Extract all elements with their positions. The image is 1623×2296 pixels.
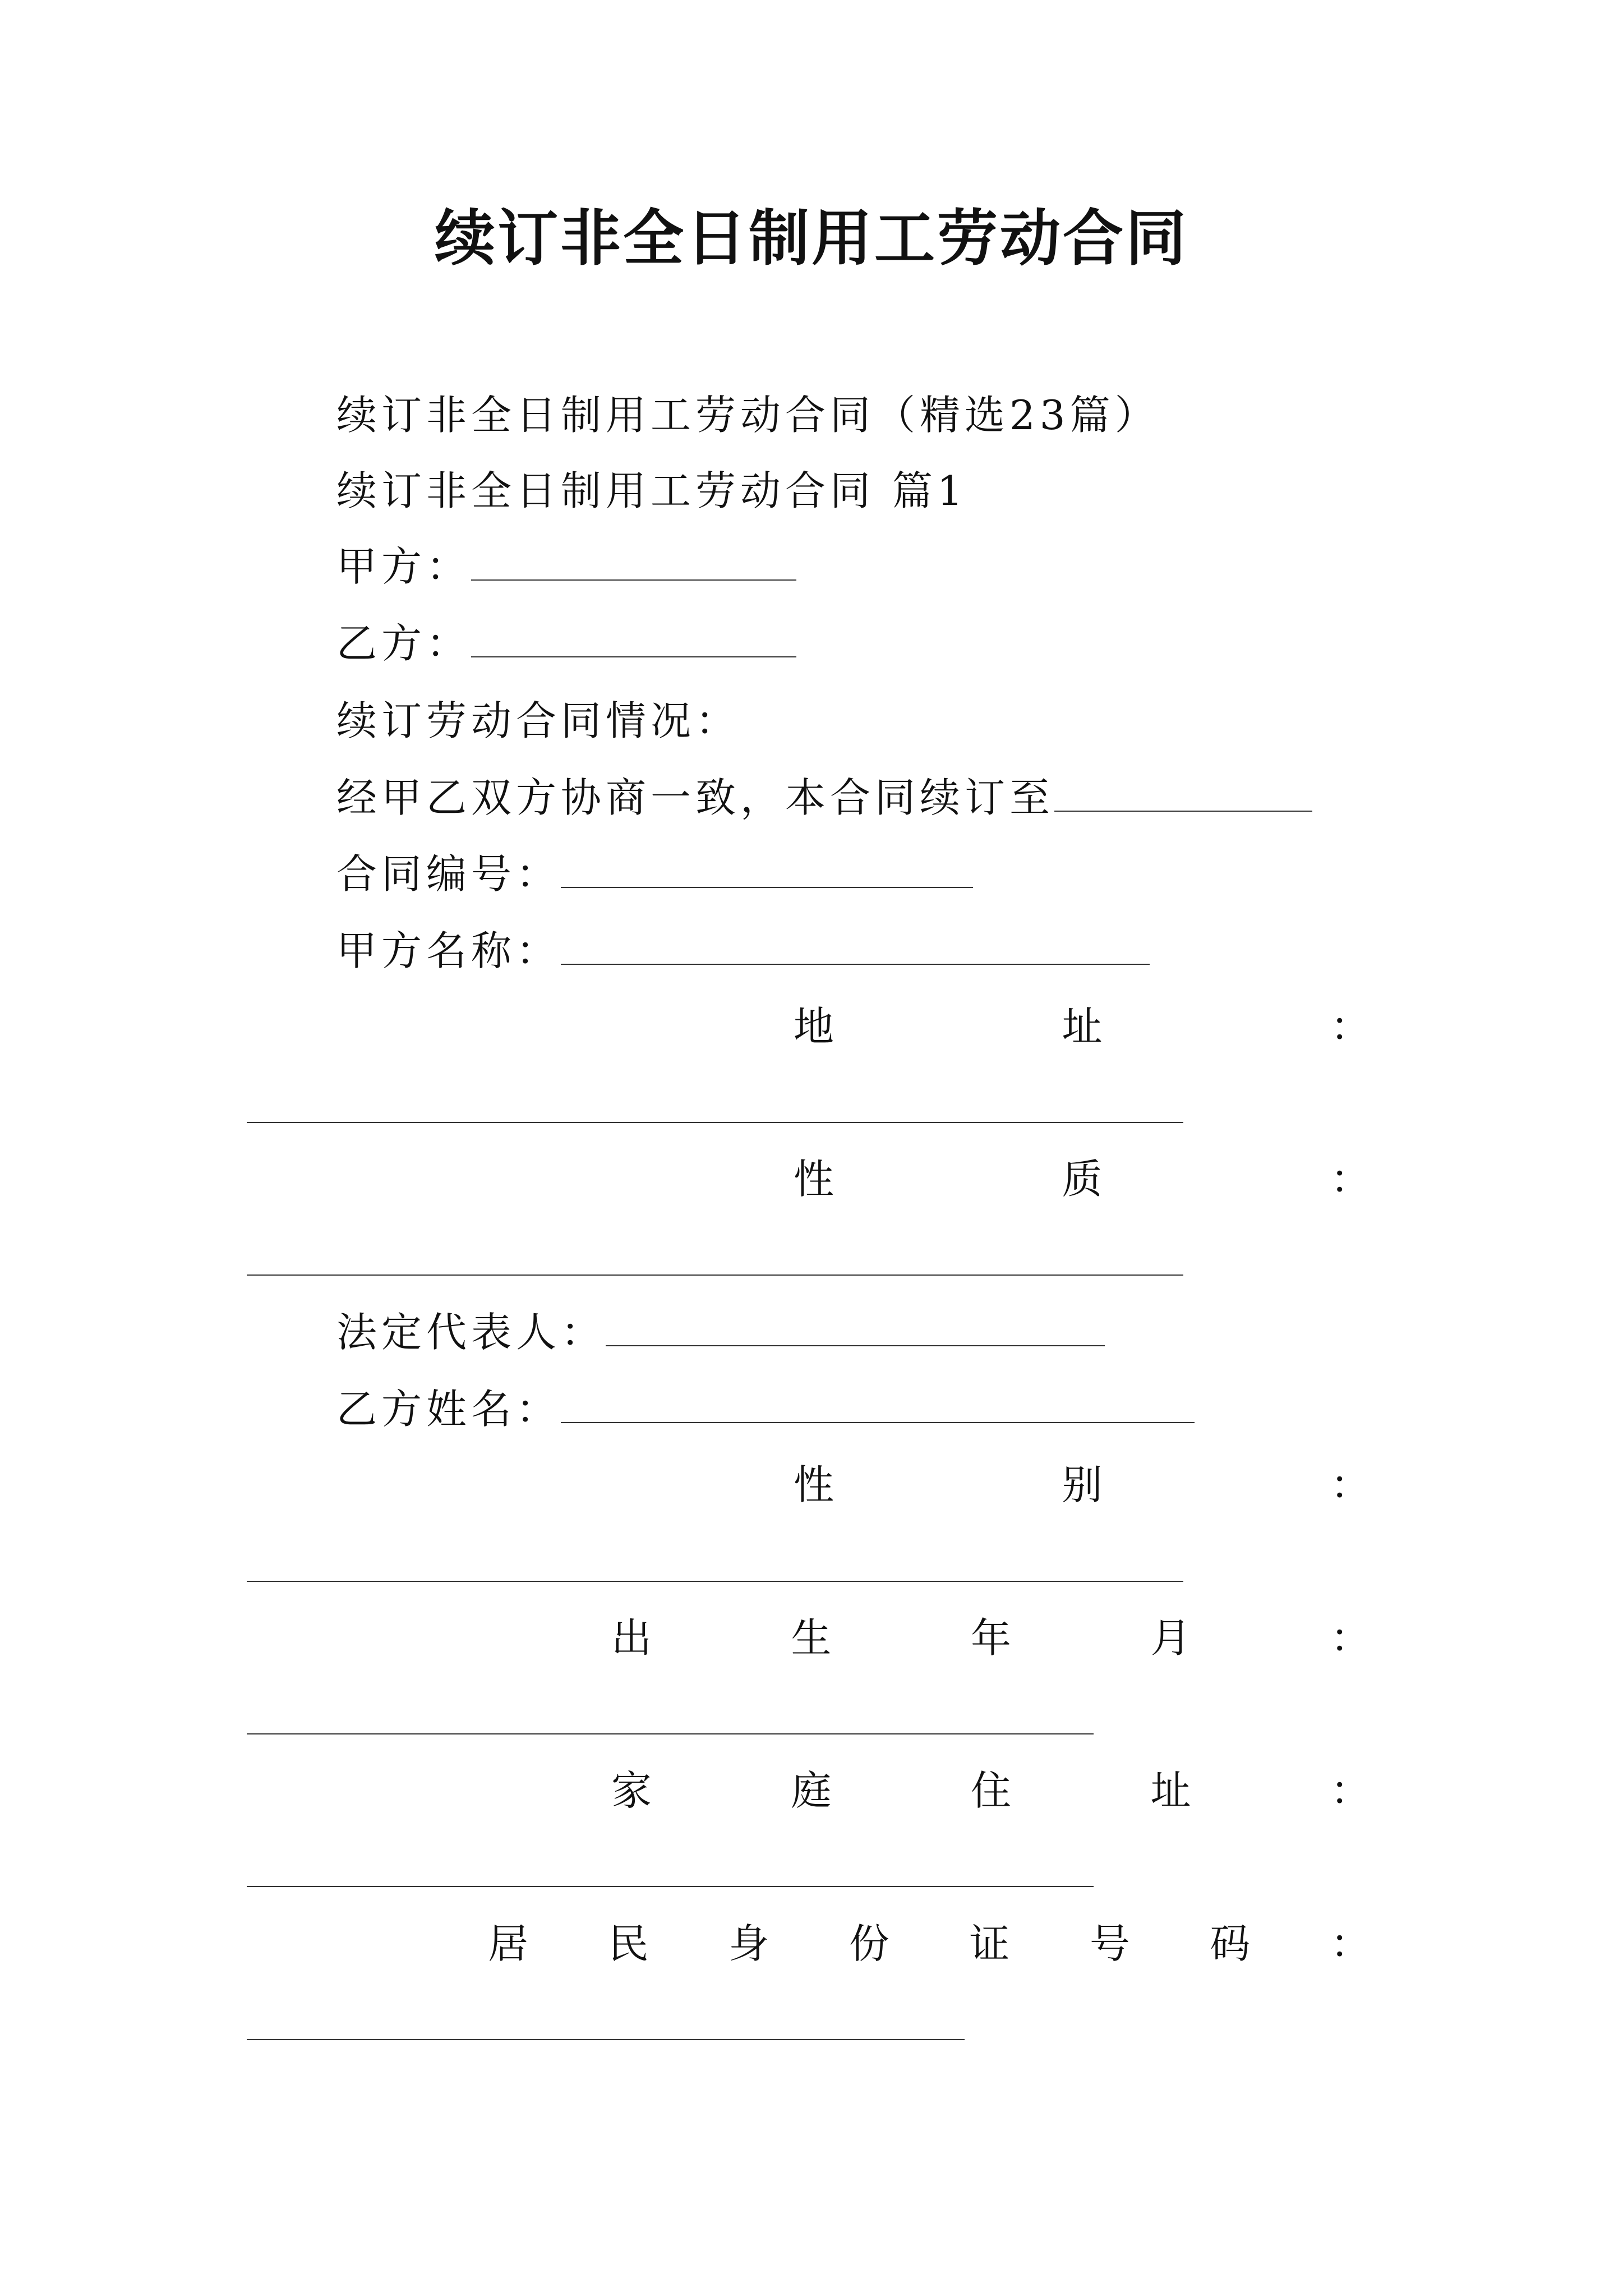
party-a-name-line: [336, 923, 1150, 979]
party-b-name-label: 乙方姓名：: [336, 1386, 561, 1433]
party-b-name-line: [336, 1381, 1195, 1437]
id-number-char: 身: [728, 1920, 769, 1967]
party-a-blank: [471, 546, 796, 581]
id-number-colon: ：: [1330, 1920, 1371, 1967]
party-b-blank: [471, 623, 796, 657]
id-number-char: 号: [1089, 1920, 1130, 1967]
address-colon: ：: [1330, 1003, 1371, 1050]
birth-char: 出: [611, 1614, 652, 1662]
legal-rep-line: [336, 1304, 1105, 1360]
address-char: 址: [1062, 1003, 1103, 1050]
nature-colon: ：: [1330, 1156, 1371, 1203]
party-b-line: [336, 615, 796, 671]
contract-no-line: [336, 846, 973, 902]
document-subtitle: 续订非全日制用工劳动合同（精选23篇）: [336, 392, 1160, 439]
party-a-name-blank: [561, 930, 1150, 965]
address-label: [794, 999, 1371, 1055]
document-title: 续订非全日制用工劳动合同: [434, 203, 1188, 274]
home-address-blank: [247, 1886, 1094, 1887]
party-b-label: 乙方：: [336, 620, 472, 667]
party-a-label: 甲方：: [336, 543, 472, 590]
party-a-line: [336, 539, 796, 595]
party-b-name-blank: [561, 1388, 1195, 1423]
address-blank: [247, 1122, 1183, 1123]
birth-label: [611, 1610, 1371, 1666]
id-number-blank: [247, 2039, 965, 2040]
gender-char: 别: [1062, 1461, 1103, 1508]
nature-label: [794, 1151, 1371, 1207]
home-address-char: 住: [970, 1767, 1011, 1814]
birth-colon: ：: [1330, 1614, 1371, 1662]
gender-blank: [247, 1581, 1183, 1582]
birth-char: 年: [970, 1614, 1011, 1662]
renewal-heading: 续订劳动合同情况：: [336, 697, 741, 744]
nature-char: 质: [1062, 1156, 1103, 1203]
home-address-colon: ：: [1330, 1767, 1371, 1814]
section-heading: 续订非全日制用工劳动合同 篇1: [336, 467, 967, 514]
id-number-char: 民: [608, 1920, 649, 1967]
home-address-char: 庭: [791, 1767, 832, 1814]
gender-label: [794, 1457, 1371, 1513]
id-number-char: 证: [969, 1920, 1010, 1967]
renewal-line: [336, 770, 1312, 826]
nature-char: 性: [794, 1156, 834, 1203]
home-address-char: 家: [611, 1767, 652, 1814]
contract-no-blank: [561, 853, 973, 888]
birth-blank: [247, 1733, 1094, 1734]
party-a-name-label: 甲方名称：: [336, 927, 561, 974]
id-number-char: 居: [488, 1920, 529, 1967]
address-char: 地: [794, 1003, 834, 1050]
legal-rep-label: 法定代表人：: [336, 1309, 606, 1356]
contract-no-label: 合同编号：: [336, 850, 561, 898]
birth-char: 生: [791, 1614, 832, 1662]
home-address-char: 址: [1150, 1767, 1191, 1814]
birth-char: 月: [1150, 1614, 1191, 1662]
renewal-date-blank: [1054, 777, 1312, 812]
gender-colon: ：: [1330, 1461, 1371, 1508]
gender-char: 性: [794, 1461, 834, 1508]
id-number-char: 份: [849, 1920, 889, 1967]
id-number-char: 码: [1210, 1920, 1251, 1967]
id-number-label: [488, 1916, 1371, 1972]
renewal-text: 经甲乙双方协商一致，本合同续订至: [336, 774, 1055, 821]
home-address-label: [611, 1763, 1371, 1819]
legal-rep-blank: [606, 1312, 1105, 1346]
nature-blank: [247, 1274, 1183, 1276]
